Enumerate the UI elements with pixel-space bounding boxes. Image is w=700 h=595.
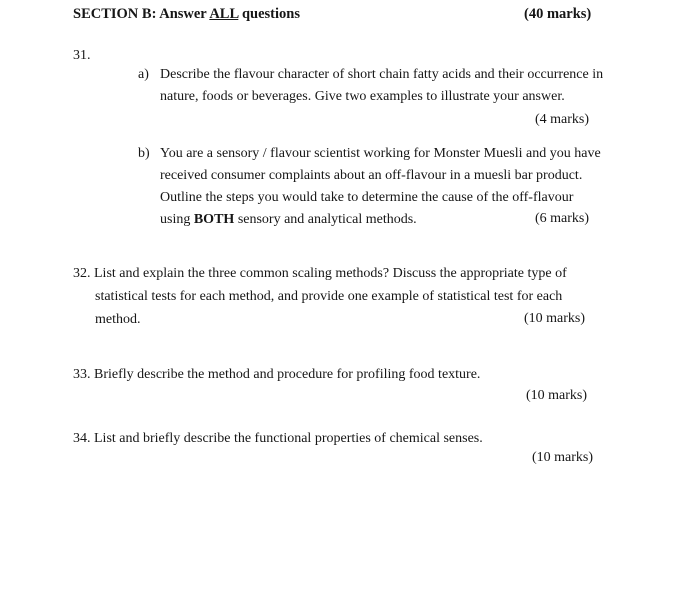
q32-marks: (10 marks) [524, 311, 586, 326]
q31b-line3: Outline the steps you would take to determine the cause of the off-flavour [160, 190, 574, 205]
q32-line2: statistical tests for each method, and provide one example of statistical test for each [95, 289, 563, 304]
q32-line1: 32. List and explain the three common scaling methods? Discuss the appropriate type of [73, 266, 567, 281]
q31b-line1: You are a sensory / flavour scientist working for Monster Muesli and you have [160, 146, 601, 161]
q33-marks: (10 marks) [526, 388, 588, 403]
q31a-line1: Describe the flavour character of short chain fatty acids and their occurrence in [160, 67, 604, 82]
question-31-number: 31. [73, 48, 91, 63]
section-heading: SECTION B: Answer ALL questions [73, 6, 300, 22]
q32-line3: method. [95, 312, 141, 327]
section-total-marks: (40 marks) [524, 6, 592, 22]
q34-line1: 34. List and briefly describe the functional properties of chemical senses. [73, 431, 483, 446]
q31b-line4: using BOTH sensory and analytical methods. [160, 212, 417, 227]
all-underlined: ALL [209, 6, 239, 22]
q31a-label: a) [138, 67, 149, 82]
q33-line1: 33. Briefly describe the method and procedure for profiling food texture. [73, 367, 481, 382]
q34-marks: (10 marks) [532, 450, 594, 465]
both-emphasis: BOTH [193, 212, 235, 227]
q31b-label: b) [138, 146, 150, 161]
q31a-marks: (4 marks) [535, 112, 590, 127]
q31b-line2: received consumer complaints about an off-flavour in a muesli bar product. [160, 168, 583, 183]
q31a-line2: nature, foods or beverages. Give two examples to illustrate your answer. [160, 89, 565, 104]
q31b-marks: (6 marks) [535, 211, 590, 226]
